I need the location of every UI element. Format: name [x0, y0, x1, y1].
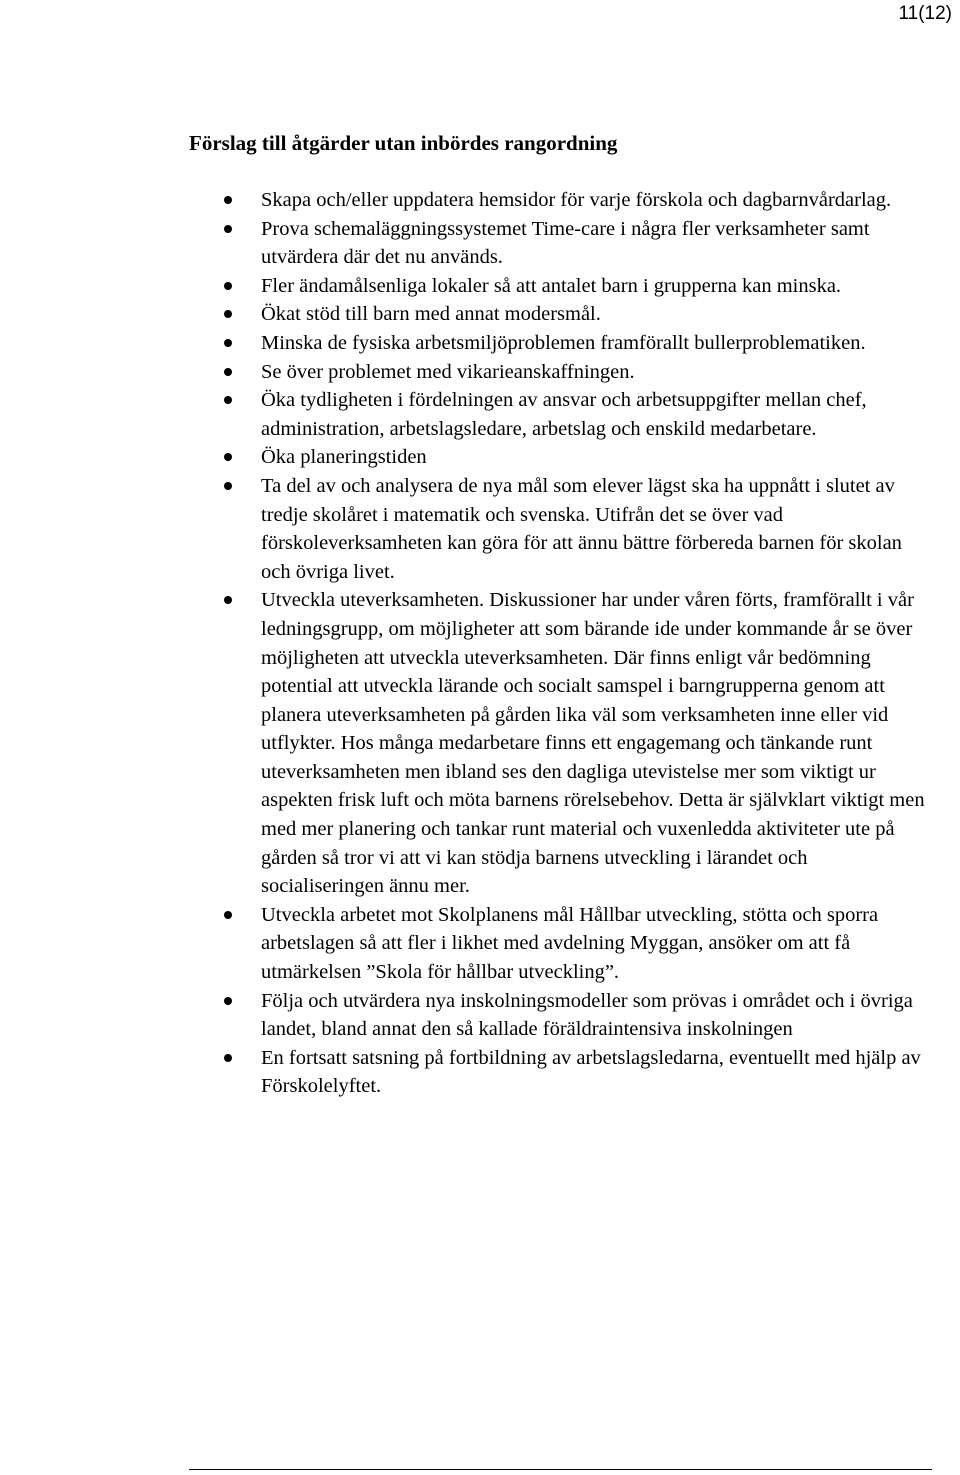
bullet-icon — [224, 196, 232, 204]
bullet-icon — [224, 596, 232, 604]
list-item — [0, 472, 960, 586]
bullet-icon — [224, 310, 232, 318]
list-item — [0, 358, 960, 387]
list-item — [0, 443, 960, 472]
list-item-text: Ökat stöd till barn med annat modersmål. — [261, 303, 601, 326]
list-item — [0, 901, 960, 987]
section-heading: Förslag till åtgärder utan inbördes rangordning — [189, 131, 618, 155]
list-item — [0, 272, 960, 301]
bullet-icon — [224, 482, 232, 490]
list-item-text: Fler ändamålsenliga lokaler så att antalet barn i grupperna kan minska. — [261, 274, 842, 297]
list-item-text: Följa och utvärdera nya inskolningsmodeller som prövas i området och i övriga landet, bland annat den så kallade föräldraintensiva inskolningen — [261, 989, 913, 1041]
list-item-text: En fortsatt satsning på fortbildning av arbetslagsledarna, eventuellt med hjälp av Förskolelyftet. — [261, 1046, 921, 1098]
list-item — [0, 329, 960, 358]
list-item — [0, 186, 960, 215]
bullet-icon — [224, 225, 232, 233]
bullet-icon — [224, 282, 232, 290]
list-item-text: Se över problemet med vikarieanskaffningen. — [261, 360, 635, 383]
list-item — [0, 586, 960, 901]
list-item — [0, 1044, 960, 1101]
list-item — [0, 987, 960, 1044]
bullet-icon — [224, 453, 232, 461]
bullet-icon — [224, 368, 232, 376]
bullet-icon — [224, 997, 232, 1005]
page-number: 11(12) — [898, 3, 952, 24]
list-item-text: Minska de fysiska arbetsmiljöproblemen framförallt bullerproblematiken. — [261, 331, 866, 354]
list-item-text: Utveckla uteverksamheten. Diskussioner har under våren förts, framförallt i vår ledningsgrupp, om möjligheter att som bärande ide under kommande år se över möjligheten att utveckla uteverksamheten. Där finns enligt vår bedömning potential att utveckla lärande och socialt samspel i barngrupperna genom att planera uteverksamheten på gården lika väl som verksamheten inne eller vid utflykter. Hos många medarbetare finns ett engagemang och tänkande runt uteverksamheten men ibland ses den dagliga utevistelse mer som viktigt ur aspekten frisk luft och möta barnens rörelsebehov. Detta är självklart viktigt men med mer planering och tankar runt material och vuxenledda aktiviteter ute på gården så tror vi att vi kan stödja barnens utveckling i lärandet och socialiseringen ännu mer. — [261, 589, 925, 898]
footer-divider — [189, 1469, 932, 1470]
list-item-text: Öka planeringstiden — [261, 446, 427, 469]
list-item — [0, 215, 960, 272]
bullet-icon — [224, 396, 232, 404]
list-item-text: Ta del av och analysera de nya mål som elever lägst ska ha uppnått i slutet av tredje skolåret i matematik och svenska. Utifrån det se över vad förskoleverksamheten kan göra för att ännu bättre förbereda barnen för skolan och övriga livet. — [261, 474, 902, 583]
action-proposal-list — [0, 186, 960, 1101]
list-item-text: Utveckla arbetet mot Skolplanens mål Hållbar utveckling, stötta och sporra arbetslagen så att fler i likhet med avdelning Myggan, ansöker om att få utmärkelsen ”Skola för hållbar utveckling”. — [261, 903, 879, 984]
bullet-icon — [224, 1054, 232, 1062]
list-item — [0, 300, 960, 329]
bullet-icon — [224, 339, 232, 347]
list-item-text: Prova schemaläggningssystemet Time-care i några fler verksamheter samt utvärdera där det nu används. — [261, 217, 870, 269]
bullet-icon — [224, 911, 232, 919]
list-item-text: Skapa och/eller uppdatera hemsidor för varje förskola och dagbarnvårdarlag. — [261, 189, 892, 211]
list-item — [0, 386, 960, 443]
list-item-text: Öka tydligheten i fördelningen av ansvar och arbetsuppgifter mellan chef, administration, arbetslagsledare, arbetslag och enskild medarbetare. — [261, 389, 867, 440]
